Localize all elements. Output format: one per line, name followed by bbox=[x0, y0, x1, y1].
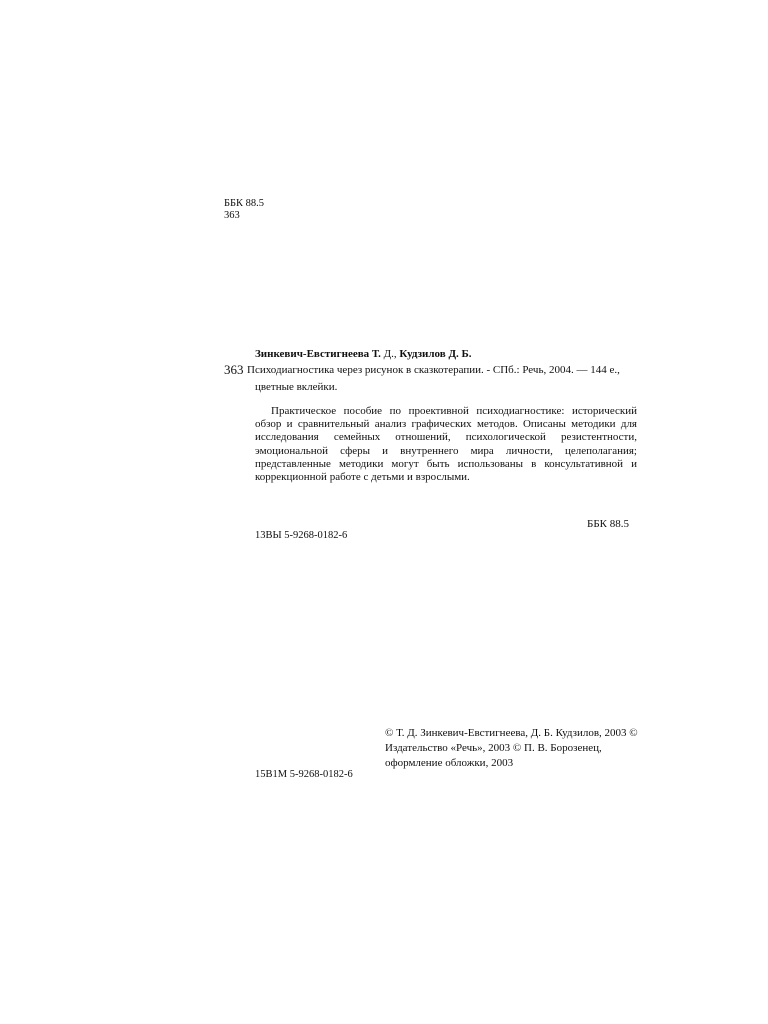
citation-continuation: цветные вклейки. bbox=[255, 381, 338, 393]
author-code-top: 363 bbox=[224, 210, 240, 221]
copyright-line-1: © Т. Д. Зинкевич-Евстигнеева, Д. Б. Кудзилов, 2003 © bbox=[385, 727, 638, 739]
bbk-index-right: ББК 88.5 bbox=[587, 518, 629, 530]
copyright-line-2: Издательство «Речь», 2003 © П. В. Борозенец, bbox=[385, 742, 602, 754]
citation-author-code: 363 bbox=[224, 362, 244, 377]
bbk-index-top: ББК 88.5 bbox=[224, 198, 265, 209]
copyright-line-3: оформление обложки, 2003 bbox=[385, 757, 514, 769]
authors-line bbox=[255, 348, 472, 360]
author-1: Зинкевич-Евстигнеева Т. bbox=[255, 348, 381, 360]
abstract-text: Практическое пособие по проективной психодиагностике: исторический обзор и сравнительный анализ графических методов. Описаны методики для исследования семейных отношений, психологической резистентности, эмоциональной сферы и внутреннего мира личности, целеполагания; представленные методики могут быть использованы в консультативной и коррекционной работе с детьми и взрослыми. bbox=[255, 405, 637, 484]
abstract-paragraph bbox=[255, 405, 637, 484]
copyright-block bbox=[385, 726, 638, 771]
isbn-line: 13ВЫ 5-9268-0182-6 bbox=[255, 530, 348, 541]
isbn-footer: 15В1М 5-9268-0182-6 bbox=[255, 769, 353, 780]
citation-title: Психодиагностика через рисунок в сказкотерапии. - СПб.: Речь, 2004. — 144 е., bbox=[247, 364, 620, 376]
author-1-initials: Д., bbox=[380, 348, 400, 360]
author-2: Кудзилов Д. Б. bbox=[399, 348, 472, 360]
